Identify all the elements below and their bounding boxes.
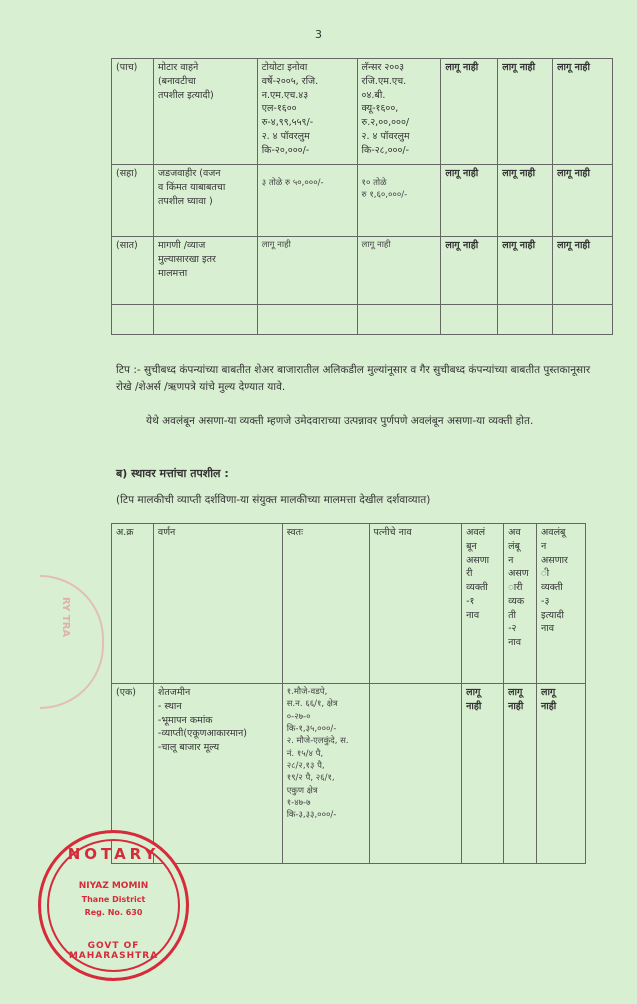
table-row [112,237,613,305]
page-number: 3 [315,28,322,41]
table-row [112,59,613,165]
table-row [112,684,586,864]
table-row [112,165,613,237]
spouse-value [369,684,462,864]
row-description: मोटार वाहने (बनावटीचा तपशील इत्यादी) [153,59,257,165]
header-dependent-3: अवलंबू न असणार ी व्यक्ती -३ इत्यादी नाव [537,524,586,684]
stamp-reg: Reg. No. 630 [84,908,143,917]
immovable-assets-table [111,523,586,864]
stamp-bottom-text: GOVT OF MAHARASHTRA [68,941,159,961]
self-value: टोयोटा इनोवा वर्षे-२००५, रजि. न.एम.एच.४३ एल-१६०० रु-४,९९,५५९/- २. ४ पॉवरलुम कि-२०,०००/- [257,59,357,165]
dependent-1-value: लागू नाही [462,684,504,864]
dependent-2-value: लागू नाही [498,59,553,165]
self-value: १.मौजे-वडपे, स.न. ६६/१, क्षेत्र ०-२७-० कि-१,३५,०००/- २. मौजे-एलकुंदे, स. नं. १५/४ पै, २८/२,१३ पै, १९/२ पै, २६/१, एकुण क्षेत्र १-४७-७ कि-३,३३,०००/- [282,684,369,864]
row-number: (एक) [112,684,154,864]
dependent-1-value: लागू नाही [441,237,498,305]
self-value: ३ तोळे रु ५०,०००/- [257,165,357,237]
row-number: (सहा) [112,165,154,237]
dependent-2-value: लागू नाही [498,237,553,305]
stamp-top-text: NOTARY [67,845,160,863]
row-number: (पाच) [112,59,154,165]
dependent-2-value: लागू नाही [498,165,553,237]
dependent-3-value: लागू नाही [537,684,586,864]
dependent-3-value: लागू नाही [553,237,613,305]
dependent-2-value: लागू नाही [504,684,537,864]
side-stamp-text: RY TRA [60,597,71,638]
table-header-row [112,524,586,684]
dependent-3-value: लागू नाही [553,165,613,237]
dependent-3-value: लागू नाही [553,59,613,165]
header-dependent-1: अवलं बून असणा री व्यक्ती -१ नाव [462,524,504,684]
table-row [112,305,613,335]
row-description: मागणी /व्याज मुल्यासारखा इतर मालमत्ता [153,237,257,305]
spouse-value: १० तोळे रु १,६०,०००/- [357,165,441,237]
note-listed-companies: टिप :- सुचीबध्द कंपन्यांच्या बाबतीत शेअर बाजारातील अलिकडील मुल्यांनूसार व गैर सुचीबध्द कंपन्यांच्या बाबतीत पुस्तकानूसार रोखे /शेअर्स /ऋणपत्रे यांचे मुल्य देण्यात यावे. [116,364,591,394]
header-description: वर्णन [153,524,282,684]
self-value: लागू नाही [257,237,357,305]
dependent-1-value: लागू नाही [441,59,498,165]
header-self: स्वतः [282,524,369,684]
row-number: (सात) [112,237,154,305]
header-dependent-2: अव लंबू न असण ारी व्यक ती -२ नाव [504,524,537,684]
spouse-value: लॅन्सर २००३ रजि.एम.एच. ०४.बी. क्यू-१६००, रु.२,००,०००/ २. ४ पॉवरलुम कि-२८,०००/- [357,59,441,165]
header-spouse: पत्नीचे नाव [369,524,462,684]
notary-stamp [38,830,189,981]
row-description: शेतजमीन - स्थान -भूमापन कमांक -व्याप्ती(एकूणआकारमान) -चालू बाजार मूल्य [153,684,282,864]
stamp-district: Thane District [81,895,146,904]
row-description: जडजवाहीर (वजन व किंमत याबाबतचा तपशील घ्यावा ) [153,165,257,237]
faint-side-stamp [40,575,104,709]
section-b-title: ब) स्थावर मत्तांचा तपशील : [116,467,229,480]
dependent-1-value: लागू नाही [441,165,498,237]
spouse-value: लागू नाही [357,237,441,305]
note-dependents: येथे अवलंबून असणा-या व्यक्ती म्हणजे उमेदवाराच्या उत्पन्नावर पुर्णपणे अवलंबून असणा-या व्यक्ती होत. [146,415,534,427]
section-b-note: (टिप मालकीची व्याप्ती दर्शविणा-या संयुक्त मालकीच्या मालमत्ता देखील दर्शवाव्यात) [116,494,431,506]
header-number: अ.क्र [112,524,154,684]
movable-assets-table [111,58,613,335]
stamp-name: NIYAZ MOMIN [78,881,149,891]
